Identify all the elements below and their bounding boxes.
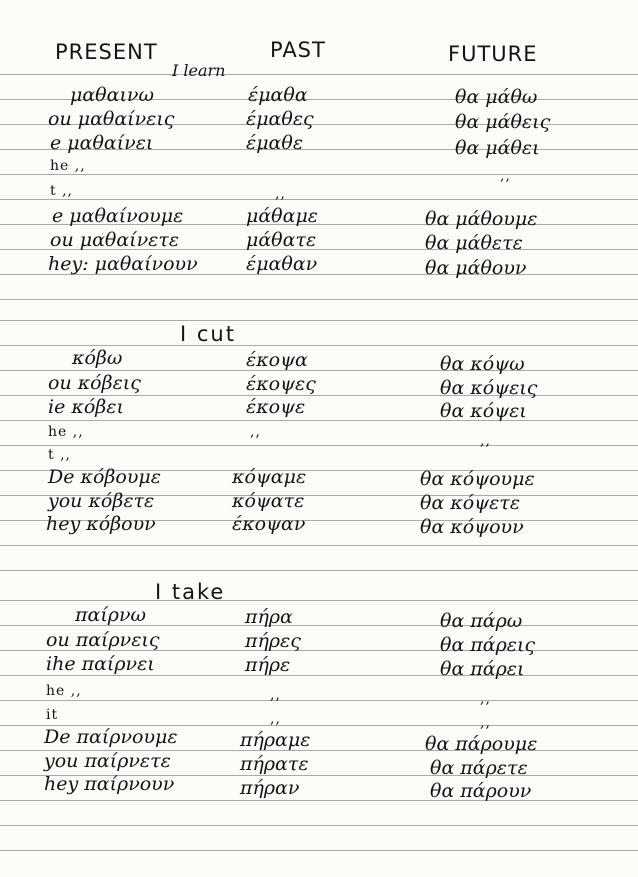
present-cell: κόβω [72, 347, 123, 369]
section-title: I take [155, 580, 226, 604]
header-present: PRESENT [55, 40, 158, 64]
past-cell: πήραμε [240, 729, 311, 751]
past-cell: πήρες [245, 630, 301, 652]
past-cell: έκοψε [246, 396, 306, 418]
past-cell: πήρα [245, 606, 293, 628]
present-cell: ou μαθαίνεις [48, 108, 175, 130]
future-cell: θα μάθω [455, 86, 538, 108]
past-cell: έμαθαν [246, 253, 318, 275]
present-cell: ou παίρνεις [46, 629, 160, 651]
past-cell: πήρατε [240, 753, 309, 775]
present-cell: ou κόβεις [48, 372, 141, 394]
future-cell: θα πάρετε [430, 757, 528, 779]
header-future: FUTURE [448, 42, 538, 66]
present-cell: you κόβετε [48, 490, 155, 512]
past-cell: κόψατε [232, 490, 305, 512]
future-cell: θα κόψει [440, 400, 527, 422]
future-cell: θα πάρουν [430, 780, 532, 802]
future-cell: θα μάθουμε [425, 208, 538, 230]
past-cell: ,, [250, 424, 261, 440]
present-cell: ihe παίρνει [46, 653, 155, 675]
past-cell: έμαθες [246, 108, 314, 130]
present-cell: ie κόβει [48, 396, 124, 418]
present-cell: he ,, [46, 683, 82, 699]
future-cell: θα πάρεις [440, 634, 536, 656]
present-cell: you παίρνετε [44, 750, 171, 772]
present-cell: μαθαινω [70, 84, 154, 106]
past-cell: έκοψα [246, 349, 308, 371]
past-cell: ,, [275, 186, 286, 202]
past-cell: μάθατε [246, 229, 317, 251]
future-cell: θα μάθεις [455, 111, 551, 133]
future-cell: θα πάρει [440, 658, 525, 680]
present-cell: hey παίρνουν [44, 773, 175, 795]
section-title: I learn [172, 61, 226, 80]
present-cell: t ,, [50, 183, 73, 199]
past-cell: έκοψες [246, 373, 316, 395]
past-cell: ,, [270, 687, 281, 703]
present-cell: hey κόβουν [46, 513, 156, 535]
past-cell: έμαθε [246, 132, 304, 154]
future-cell: ,, [480, 433, 491, 449]
past-cell: έμαθα [248, 84, 308, 106]
future-cell: θα κόψουμε [420, 468, 535, 490]
future-cell: ,, [480, 715, 491, 731]
future-cell: θα κόψουν [420, 516, 524, 538]
future-cell: θα κόψεις [440, 377, 538, 399]
present-cell: hey: μαθαίνουν [48, 253, 198, 275]
header-past: PAST [270, 38, 326, 62]
past-cell: πήρε [245, 654, 291, 676]
present-cell: e μαθαίνουμε [52, 205, 184, 227]
future-cell: θα πάρουμε [425, 733, 538, 755]
present-cell: t ,, [48, 447, 71, 463]
present-cell: ou μαθαίνετε [50, 229, 180, 251]
present-cell: De κόβουμε [48, 466, 161, 488]
present-cell: παίρνω [75, 604, 146, 626]
past-cell: πήραν [240, 777, 300, 799]
present-cell: it [46, 707, 59, 723]
past-cell: μάθαμε [246, 205, 318, 227]
future-cell: θα κόψω [440, 353, 525, 375]
present-cell: he ,, [50, 158, 86, 174]
future-cell: ,, [500, 168, 511, 184]
future-cell: θα κόψετε [420, 492, 521, 514]
section-title: I cut [180, 322, 236, 346]
past-cell: ,, [270, 711, 281, 727]
future-cell: θα μάθει [455, 137, 540, 159]
future-cell: θα μάθετε [425, 232, 523, 254]
present-cell: De παίρνουμε [44, 726, 178, 748]
present-cell: he ,, [48, 424, 84, 440]
future-cell: θα μάθουν [425, 257, 527, 279]
past-cell: κόψαμε [232, 466, 307, 488]
past-cell: έκοψαν [232, 513, 306, 535]
future-cell: ,, [480, 691, 491, 707]
present-cell: e μαθαίνει [50, 132, 154, 154]
future-cell: θα πάρω [440, 610, 523, 632]
